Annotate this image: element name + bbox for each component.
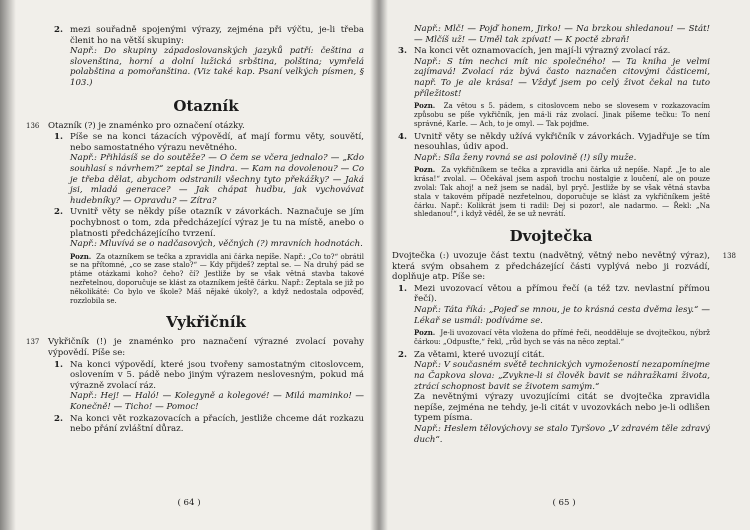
item-number: 1. — [54, 132, 63, 143]
page-number: ( 65 ) — [552, 498, 576, 508]
note-label: Pozn. — [414, 101, 436, 111]
item-number: 1. — [398, 283, 407, 294]
list-item — [392, 132, 710, 164]
example: Např.: Heslem tělovýchovy se stalo Tyršovo „V zdravém těle zdravý duch“. — [414, 424, 710, 445]
paragraph: Za nevětnými výrazy uvozujícími citát se dvojtečka zpravidla nepíše, zejména ne tehdy, je-li citát v uvozovkách nebo je-li odlišen typem písma. — [414, 392, 710, 424]
item-number: 2. — [54, 413, 63, 424]
section-intro: Vykřičník (!) je znaménko pro naznačení výrazné zvolací povahy výpovědí. Píše se: — [48, 337, 364, 359]
example: Např.: Do skupiny západoslovanských jazyků patří: čeština a slovenština, horní a dolní lužická srbština, polština; vymřelá polabština a pomořanština. (Viz také kap. Psaní velkých písmen, § 103.) — [70, 46, 364, 88]
paragraph: Uvnitř věty se někdy užívá vykřičník v závorkách. Vyjadřuje se tím nesouhlas, údiv apod. — [414, 131, 710, 153]
item-number: 4. — [398, 131, 407, 142]
note-label: Pozn. — [414, 165, 436, 175]
right-page — [378, 0, 750, 530]
paragraph: mezi souřadně spojenými výrazy, zejména při výčtu, je-li třeba členit ho na větší skupiny: — [70, 25, 364, 46]
example: Např.: Přihlásíš se do soutěže? — O čem se včera jednalo? — „Kdo souhlasí s návrhem?“ zeptal se Jindra. — Kam na dovolenou? — Co je třeba dělat, abychom odstranili všechny tyto překážky? — Jaká jsi, mladá generace? — Jak chápat hudbu, jak vychovávat hudebníky? — Opravdu? — Zítra? — [70, 153, 364, 206]
note-text: Je-li uvozovací věta vložena do přímé řeči, neodděluje se dvojtečkou, nýbrž čárkou: „Odpusťte,“ řekl, „růd bych se vás na něco zeptal.“ — [414, 329, 710, 347]
book-gutter — [370, 0, 388, 530]
note — [48, 253, 364, 306]
section-intro: Dvojtečka (:) uvozuje část textu (nadvětný, větný nebo nevětný výraz), která svým obsahem z předcházející části vyplývá nebo ji rozvádí, doplňuje atp. Píše se: — [392, 251, 710, 283]
heading-vykricnik: Vykřičník — [166, 313, 246, 332]
example: Např.: Síla ženy rovná se asi polovině (!) síly muže. — [414, 152, 637, 163]
example: Např.: S tím nechci mít nic společného! — Ta kniha je velmi zajímavá! Zvolací ráz bývá často naznačen citovými částicemi, např. To je ale krása! — Vždyť jsem po celý život čekal na tuto příležitost! — [414, 56, 710, 99]
section-136 — [26, 120, 364, 132]
example: Např.: V současném světě technických vymožeností nezapomínejme na Čapkova slova: „Zvykne-li si člověk bavit se náhražkami života, ztrácí schopnost bavit se životem samým.“ — [414, 360, 710, 392]
example: Např.: Táta říká: „Pojeď se mnou, je to krásná cesta dvěma lesy.“ — Lékař se usmál: podíváme se. — [414, 305, 710, 326]
list-item — [48, 25, 364, 89]
paragraph: Za větami, které uvozují citát. — [414, 349, 545, 360]
item-number: 3. — [398, 46, 407, 57]
paragraph: Píše se na konci tázacích výpovědí, ať mají formu věty, souvětí, nebo samostatného výrazu nevětného. — [70, 132, 364, 153]
paragraph: Na konci výpovědí, které jsou tvořeny samostatným citoslovcem, oslovením v 5. pádě nebo jiným výrazem neslovesným, pokud má výrazně zvolací ráz. — [70, 359, 364, 391]
list-item — [48, 360, 364, 413]
note — [392, 329, 710, 347]
section-intro: Otazník (?) je znaménko pro označení otázky. — [48, 120, 245, 131]
list-item — [392, 350, 710, 445]
example: Např.: Hej! — Haló! — Kolegyně a kolegové! — Milá maminko! — Konečně! — Ticho! — Pomoc! — [70, 391, 364, 413]
note-text: Za větou s 5. pádem, s citoslovcem nebo se slovesem v rozkazovacím způsobu se píše vykřičník, jen má-li ráz zvolací. Jinak píšeme tečku: To není správné, Karle. — Ach, to je omyl. — Tak pojďme. — [414, 102, 710, 128]
example: Např.: Mlč! — Pojď honem, Jirko! — Na brzkou shledanou! — Stát! — Mlčíš už! — Uměl tak zpívat! — K poctě zbraň! — [414, 24, 710, 45]
section-138 — [392, 251, 736, 283]
heading-otaznik: Otazník — [173, 96, 239, 115]
item-number: 2. — [398, 349, 407, 360]
section-137 — [26, 337, 364, 359]
list-item — [48, 207, 364, 249]
note-text: Za vykřičníkem se tečka a zpravidla ani čárka už nepíše. Např. „Je to ale krása!“ zvolal. — Očekával jsem aspoň trochu nostalgie z loučení, ale on pouze zvolal: Tak ahoj! a než jsem se nadál, byl pryč. Jestliže by se však větná stavba stala v takovém případě nezřetelnou, doporučuje se klást za vykřičníkem ještě čárku. Např.: Kolikrát jsem ti radil: Dej si pozor!, ale nadarmo. — Řekl: „Na shledanou!“, i když věděl, že se už nevrátí. — [414, 166, 710, 219]
paragraph: Na konci vět rozkazovacích a přacích, jestliže chceme dát rozkazu nebo přání zvláštní důraz. — [70, 413, 364, 435]
page-edge-shadow — [0, 0, 16, 530]
page-number: ( 64 ) — [177, 498, 201, 508]
example: Např.: Mluvívá se o nadčasových, věčných (?) mravních hodnotách. — [70, 239, 363, 250]
note — [392, 166, 710, 219]
paragraph: Uvnitř věty se někdy píše otazník v závorkách. Naznačuje se jím pochybnost o tom, zda předcházející výraz je tu na místě, anebo o platnosti předcházejícího tvrzení. — [70, 207, 364, 239]
item-number: 2. — [54, 207, 63, 218]
item-number: 2. — [54, 25, 63, 35]
note-text: Za otazníkem se tečka a zpravidla ani čárka nepíše. Např.: „Co to?“ obrátil se na přítomné, „co se zase stalo?“ — Kdy přijdeš? zeptal se. — Na druhý pád se ptáme otázkami koho? čeho? čí? Jestliže by se však větná stavba takové nezřetelnou, doporučuje se klást za otazníkem ještě čárku. Např.: Zeptala se již po několikáté: Co bylo ve škole? Máš nějaké úkoly?, a když nedostala odpověď, rozzlobila se. — [70, 252, 364, 305]
heading-dvojtecka: Dvojtečka — [509, 227, 593, 246]
note-label: Pozn. — [414, 328, 436, 338]
item-number: 1. — [54, 359, 63, 370]
paragraph: Mezi uvozovací větou a přímou řečí (a též tzv. nevlastní přímou řečí). — [414, 283, 710, 305]
list-item — [48, 414, 364, 435]
list-item — [392, 284, 710, 326]
list-item — [48, 132, 364, 206]
section-number: 137 — [26, 338, 40, 347]
section-number: 138 — [722, 252, 736, 261]
section-number: 136 — [26, 121, 40, 130]
note-label: Pozn. — [70, 251, 92, 261]
paragraph: Na konci vět oznamovacích, jen mají-li výrazný zvolací ráz. — [414, 46, 671, 57]
list-item — [392, 46, 710, 99]
note — [392, 102, 710, 128]
